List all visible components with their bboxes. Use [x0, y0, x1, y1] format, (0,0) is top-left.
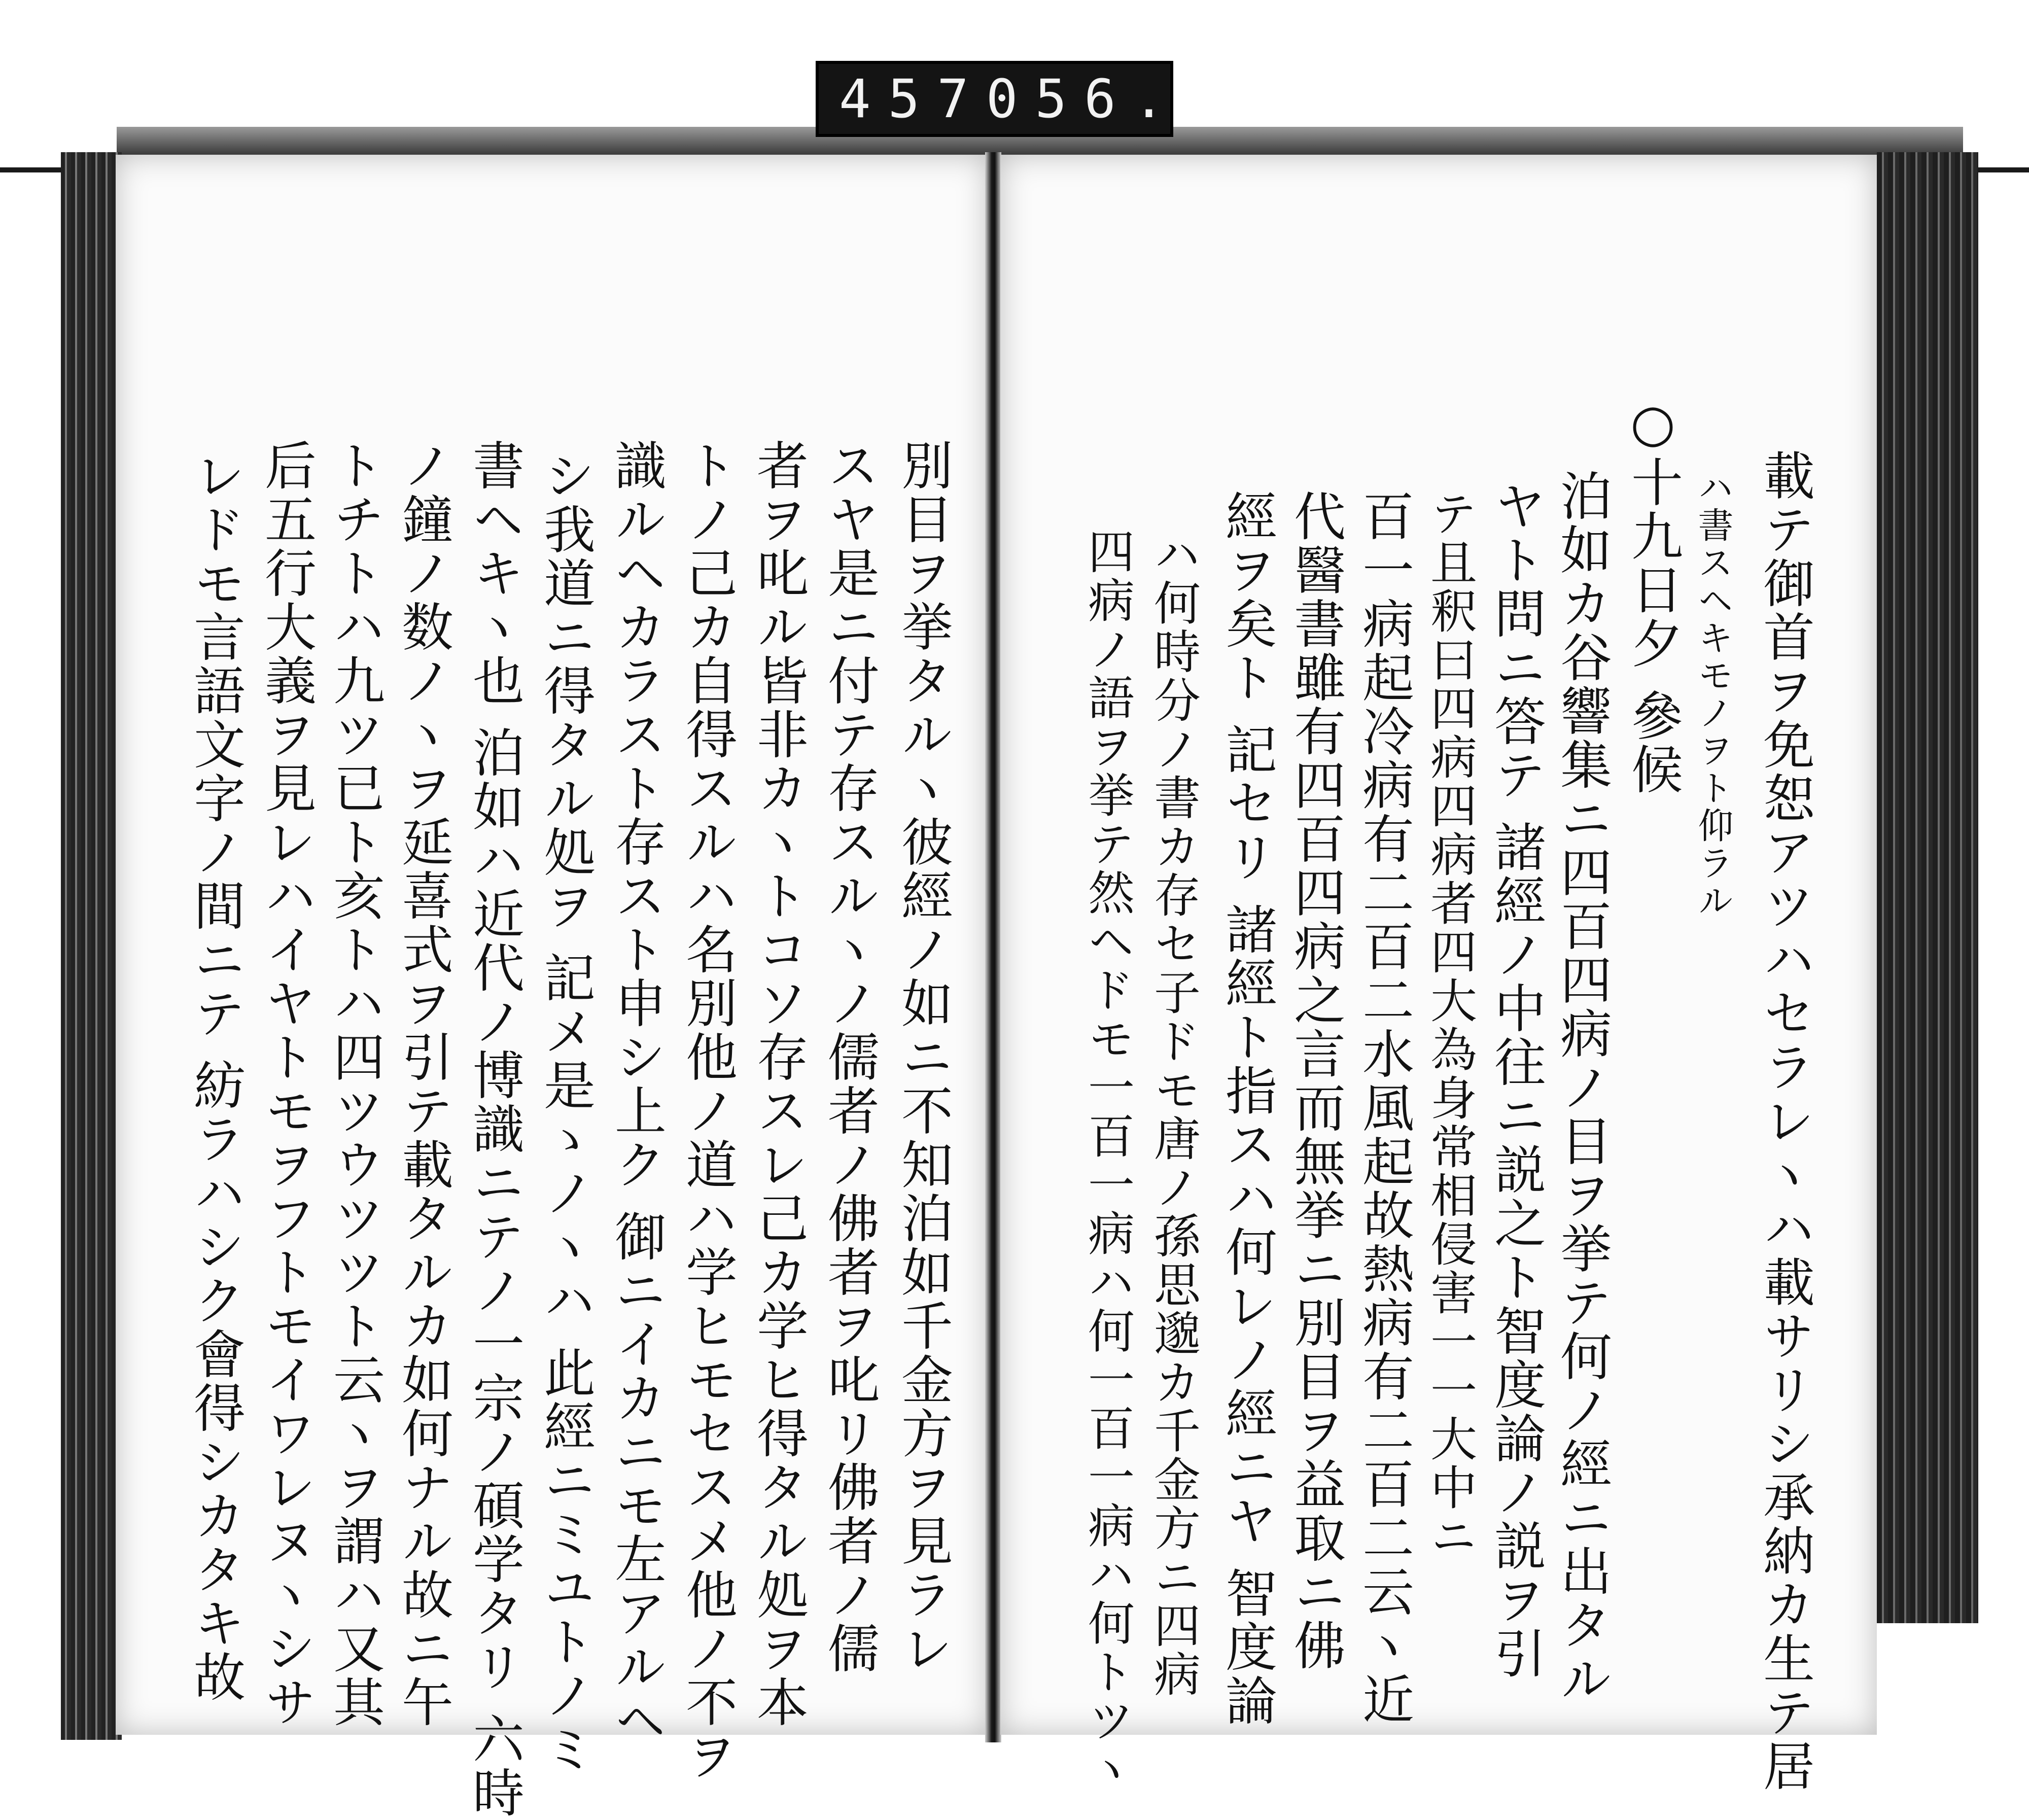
text-column: 四病ノ語ヲ挙テ然ヘドモ一百一病ハ何一百一病ハ何トツヽ [1080, 528, 1135, 1794]
left-page [116, 155, 988, 1820]
text-column: 經ヲ矣ト 記セリ 諸經ト指スハ何レノ經ニヤ 智度論 [1217, 489, 1277, 1728]
text-column: スヤ是ニ付テ存スルヽノ儒者ノ佛者ヲ叱リ佛者ノ儒 [819, 439, 880, 1675]
text-column: 別目ヲ挙タルヽ彼經ノ如ニ不知泊如千金方ヲ見ラレ [893, 439, 953, 1675]
text-column: レドモ言語文字ノ間ニテ 紡ラハシク會得シカタキ故 [185, 449, 246, 1704]
left-page-stack [61, 152, 122, 1740]
frame-number-right: 056. [986, 68, 1182, 130]
text-column: ヤト問ニ答テ 諸經ノ中往ニ説之ト智度論ノ説ヲ引 [1486, 479, 1546, 1681]
text-column: ハ何時分ノ書カ存セ子ドモ唐ノ孫思邈カ千金方ニ四病 [1146, 530, 1201, 1699]
text-column: ノ鐘ノ数ノヽヲ延喜式ヲ引テ載タルカ如何ナル故ニ午 [393, 439, 453, 1729]
section-heading: ○十九日夕 參候 [1623, 393, 1683, 797]
text-column: 識ルヘカラスト存スト申シ上ク 御ニイカニモ左アルヘ [606, 439, 667, 1748]
text-column: 書ヘキヽ也 泊如ハ近代ノ博識ニテノ一宗ノ碩学タリ 六時 [464, 439, 524, 1820]
frame-number-left: 457 [839, 68, 986, 130]
text-column: 泊如カ谷響集ニ四百四病ノ目ヲ挙テ何ノ經ニ出タル [1552, 469, 1612, 1706]
right-page-stack [1877, 152, 1978, 1623]
text-column: テ且釈曰四病四病者四大為身常相侵害一一大中ニ [1423, 489, 1477, 1561]
frame-number-label [816, 61, 1182, 137]
text-column: シ我道ニ得タル処ヲ 記メ是ゝノヽハ 此經ニミユトノミ [535, 449, 596, 1776]
text-column: 代醫書雖有四百四病之言而無挙ニ別目ヲ益取ニ佛 [1285, 489, 1346, 1672]
text-column: トチトハ九ツ已ト亥トハ四ツウツツト云ヽヲ謂ハ又其 [325, 439, 385, 1729]
text-column: ハ書スヘキモノヲト仰ラル [1692, 469, 1734, 920]
right-page [1000, 155, 1877, 1794]
text-column: 后五行大義ヲ見レハイヤトモヲフトモイワレヌヽシサ [256, 439, 317, 1729]
text-column: 百一病起冷病有二百二水風起故熱病有二百二云ヽ近 [1354, 489, 1414, 1726]
book-gutter [985, 152, 1001, 1742]
text-column: 者ヲ叱ル皆非カヽトコソ存スレ己カ学ヒ得タル処ヲ本 [748, 439, 809, 1729]
text-column: 載テ御首ヲ免恕アツハセラレヽハ載サリシ承納カ生テ居 [1755, 449, 1815, 1793]
text-column: トノ己カ自得スルハ名別他ノ道ハ学ヒモセスメ他ノ不ヲ [677, 439, 738, 1783]
